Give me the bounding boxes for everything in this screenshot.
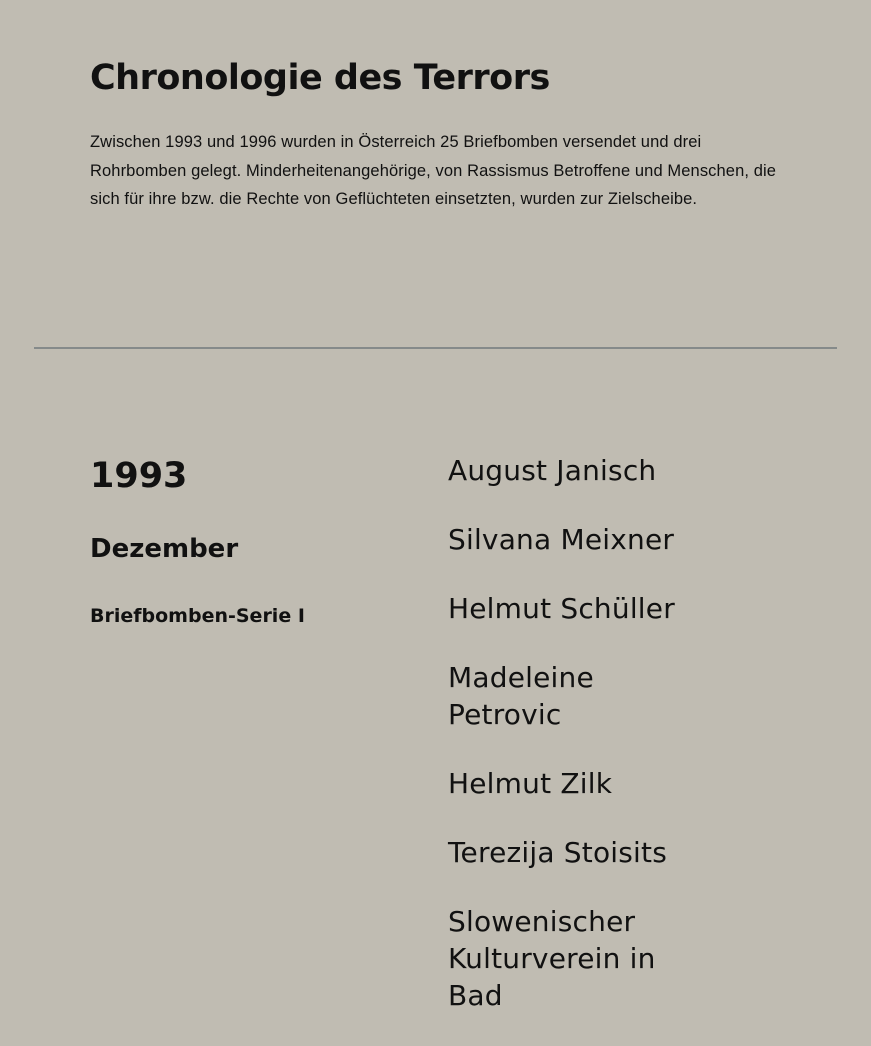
target-item: Helmut Zilk (448, 767, 613, 800)
target-item: Silvana Meixner (448, 523, 675, 556)
timeline-series-label: Briefbomben-Serie I (90, 605, 305, 627)
target-item: Helmut Schüller (448, 592, 675, 625)
timeline-month: Dezember (90, 534, 239, 564)
target-item: Madeleine Petrovic (448, 661, 594, 731)
target-list (448, 452, 708, 1046)
section-divider (34, 347, 837, 349)
target-item: Terezija Stoisits (448, 836, 668, 869)
timeline-year: 1993 (90, 456, 188, 496)
target-item: August Janisch (448, 454, 657, 487)
page-title: Chronologie des Terrors (90, 58, 550, 98)
target-item: Slowenischer Kulturverein in Bad (448, 905, 656, 1012)
intro-paragraph: Zwischen 1993 und 1996 wurden in Österreich 25 Briefbomben versendet und drei Rohrbomben gelegt. Minderheitenangehörige, von Rassismus Betroffene und Menschen, die sich für ihre bzw. die Rechte von Geflüchteten einsetzten, wurden zur Zielscheibe. (90, 133, 777, 208)
